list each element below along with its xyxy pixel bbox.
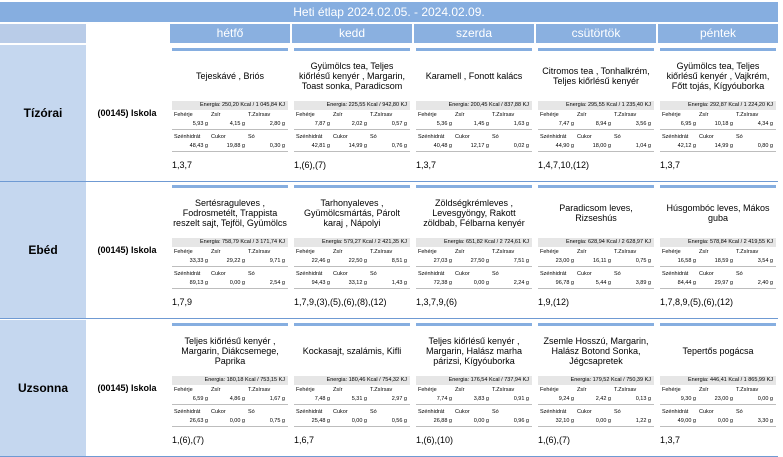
- nutrient-label: Cukor: [211, 134, 226, 140]
- nutrient-label: T.Zsírsav: [370, 112, 393, 118]
- allergen-codes: 1,(6),(7): [172, 435, 288, 446]
- nutrient-label: Szénhidrát: [418, 271, 445, 277]
- nutrient-label: Só: [248, 134, 255, 140]
- meal-name: Uzsonna: [0, 320, 86, 456]
- dish-text: Kockasajt, szalámis, Kifli: [302, 346, 402, 356]
- allergen-codes: 1,7,9,(3),(5),(6),(8),(12): [294, 297, 410, 308]
- nutrient-value: 26,88 g: [433, 418, 452, 424]
- nutrient-value: 32,10 g: [555, 418, 574, 424]
- nutrient-value: 0,00 g: [757, 396, 773, 402]
- nutrient-label: T.Zsírsav: [736, 387, 759, 393]
- nutrient-label: Cukor: [455, 409, 470, 415]
- nutrient-label: Zsír: [699, 249, 709, 255]
- nutrient-label: Fehérje: [174, 387, 193, 393]
- menu-cell: [658, 185, 778, 317]
- allergen-codes: 1,3,7: [172, 160, 288, 171]
- nutrient-label: Zsír: [455, 249, 465, 255]
- nutrient-value: 16,58 g: [677, 258, 696, 264]
- nutrient-value: 16,11 g: [593, 258, 611, 264]
- nutrient-separator: [538, 426, 654, 427]
- nutrient-label: Szénhidrát: [174, 271, 201, 277]
- nutrient-label: Szénhidrát: [540, 271, 567, 277]
- nutrient-label: T.Zsírsav: [248, 387, 271, 393]
- cell-top-bar: [172, 185, 288, 188]
- dish-text: Zsemle Hosszú, Margarin, Halász Botond Sonka, Jégcsapretek: [543, 336, 649, 366]
- nutrient-value: 5,36 g: [436, 121, 452, 127]
- menu-cell: [414, 185, 534, 317]
- nutrient-label: Fehérje: [296, 249, 315, 255]
- cell-top-bar: [416, 323, 532, 326]
- nutrient-value: 42,81 g: [311, 143, 330, 149]
- nutrient-label: Szénhidrát: [174, 134, 201, 140]
- nutrient-separator: [660, 266, 776, 267]
- energy-value: Energia: 578,84 Kcal / 2 419,55 KJ: [660, 238, 776, 247]
- menu-cell: [292, 323, 412, 455]
- nutrient-value: 89,13 g: [189, 280, 208, 286]
- cell-top-bar: [660, 48, 776, 51]
- allergen-codes: 1,4,7,10,(12): [538, 160, 654, 171]
- school-name: (00145) Iskola: [97, 383, 157, 393]
- allergen-codes: 1,3,7: [660, 435, 776, 446]
- dish-text: Gyümölcs tea, Teljes kiőrlésű kenyér , Margarin, Toast sonka, Paradicsom: [298, 61, 406, 91]
- dish-text: Teljes kiőrlésű kenyér , Margarin, Diákcsemege, Paprika: [181, 336, 279, 366]
- cell-top-bar: [172, 323, 288, 326]
- energy-value: Energia: 176,54 Kcal / 737,94 KJ: [416, 376, 532, 385]
- nutrient-value: 8,94 g: [595, 121, 611, 127]
- day-header-monday: hétfő: [170, 24, 290, 43]
- nutrient-label: T.Zsírsav: [614, 112, 637, 118]
- allergen-codes: 1,(6),(7): [294, 160, 410, 171]
- nutrient-label: Zsír: [455, 112, 465, 118]
- meal-name: Tízórai: [0, 45, 86, 181]
- dish-text: Sertésraguleves , Fodrosmetélt, Trappista reszelt sajt, Tejföl, Gyümölcs: [173, 198, 287, 228]
- nutrient-label: T.Zsírsav: [248, 112, 271, 118]
- day-header-tuesday: kedd: [292, 24, 412, 43]
- cell-top-bar: [660, 323, 776, 326]
- energy-value: Energia: 292,87 Kcal / 1 224,20 KJ: [660, 101, 776, 110]
- cell-top-bar: [172, 48, 288, 51]
- nutrient-value: 1,67 g: [269, 396, 285, 402]
- nutrient-label: Szénhidrát: [296, 271, 323, 277]
- nutrient-value: 33,12 g: [348, 280, 367, 286]
- allergen-codes: 1,(6),(7): [538, 435, 654, 446]
- nutrient-label: Szénhidrát: [662, 409, 689, 415]
- nutrient-value: 0,00 g: [351, 418, 367, 424]
- nutrient-label: T.Zsírsav: [492, 249, 515, 255]
- nutrient-value: 4,15 g: [229, 121, 245, 127]
- nutrient-label: Só: [370, 134, 377, 140]
- day-header-thursday: csütörtök: [536, 24, 656, 43]
- allergen-codes: 1,(6),(10): [416, 435, 532, 446]
- energy-value: Energia: 446,41 Kcal / 1 865,99 KJ: [660, 376, 776, 385]
- dish-text: Gyümölcs tea, Teljes kiőrlésű kenyér , Vajkrém, Főtt tojás, Kígyóuborka: [666, 61, 770, 91]
- nutrient-label: Zsír: [211, 112, 221, 118]
- dish-text: Karamell , Fonott kalács: [425, 71, 523, 81]
- nutrient-label: Fehérje: [662, 249, 681, 255]
- nutrient-value: 1,22 g: [635, 418, 651, 424]
- allergen-codes: 1,3,7: [660, 160, 776, 171]
- dish-text: Teljes kiőrlésű kenyér , Margarin, Halász marha párizsi, Kígyóuborka: [425, 336, 523, 366]
- row-divider: [0, 318, 778, 319]
- nutrient-separator: [660, 151, 776, 152]
- nutrient-value: 7,87 g: [314, 121, 330, 127]
- dish-text: Húsgombóc leves, Mákos guba: [666, 203, 770, 223]
- nutrient-value: 27,03 g: [433, 258, 452, 264]
- nutrient-value: 96,78 g: [555, 280, 574, 286]
- nutrient-label: T.Zsírsav: [492, 387, 515, 393]
- nutrient-value: 84,44 g: [677, 280, 696, 286]
- menu-cell: [658, 323, 778, 455]
- nutrient-value: 14,99 g: [348, 143, 367, 149]
- nutrient-value: 22,50 g: [348, 258, 367, 264]
- nutrient-label: Cukor: [577, 134, 592, 140]
- nutrient-label: Só: [492, 409, 499, 415]
- nutrient-separator: [294, 426, 410, 427]
- allergen-codes: 1,6,7: [294, 435, 410, 446]
- nutrient-label: Fehérje: [540, 249, 559, 255]
- nutrient-label: Szénhidrát: [296, 409, 323, 415]
- nutrient-value: 0,00 g: [473, 280, 489, 286]
- nutrient-value: 2,40 g: [757, 280, 773, 286]
- nutrient-value: 1,04 g: [635, 143, 651, 149]
- nutrient-label: Cukor: [577, 409, 592, 415]
- nutrient-value: 5,93 g: [192, 121, 208, 127]
- dish-text: Tejeskávé , Briós: [195, 71, 265, 81]
- menu-cell: [292, 185, 412, 317]
- energy-value: Energia: 179,52 Kcal / 750,39 KJ: [538, 376, 654, 385]
- nutrient-separator: [294, 266, 410, 267]
- menu-cell: [170, 323, 290, 455]
- energy-value: Energia: 180,46 Kcal / 754,32 KJ: [294, 376, 410, 385]
- nutrient-value: 0,00 g: [473, 418, 489, 424]
- cell-top-bar: [538, 185, 654, 188]
- nutrient-label: T.Zsírsav: [736, 112, 759, 118]
- nutrient-separator: [416, 404, 532, 405]
- nutrient-separator: [416, 151, 532, 152]
- nutrient-separator: [416, 426, 532, 427]
- nutrient-value: 2,97 g: [391, 396, 407, 402]
- nutrient-label: Cukor: [455, 134, 470, 140]
- nutrient-label: Fehérje: [662, 112, 681, 118]
- nutrient-value: 3,54 g: [757, 258, 773, 264]
- allergen-codes: 1,7,8,9,(5),(6),(12): [660, 297, 776, 308]
- nutrient-value: 0,00 g: [229, 418, 245, 424]
- nutrient-label: Só: [614, 271, 621, 277]
- school-name: (00145) Iskola: [97, 245, 157, 255]
- day-header-wednesday: szerda: [414, 24, 534, 43]
- nutrient-label: Szénhidrát: [174, 409, 201, 415]
- nutrient-value: 19,88 g: [226, 143, 245, 149]
- nutrient-value: 7,74 g: [436, 396, 452, 402]
- nutrient-value: 0,57 g: [391, 121, 407, 127]
- nutrient-label: Zsír: [577, 249, 587, 255]
- nutrient-label: Fehérje: [418, 387, 437, 393]
- nutrient-label: Só: [248, 409, 255, 415]
- nutrient-label: Szénhidrát: [296, 134, 323, 140]
- nutrient-label: T.Zsírsav: [736, 249, 759, 255]
- nutrient-label: Zsír: [333, 112, 343, 118]
- nutrient-label: Zsír: [455, 387, 465, 393]
- nutrient-separator: [172, 266, 288, 267]
- nutrient-label: Zsír: [211, 249, 221, 255]
- menu-cell: [658, 48, 778, 180]
- nutrient-separator: [660, 129, 776, 130]
- menu-title: Heti étlap 2024.02.05. - 2024.02.09.: [0, 2, 778, 22]
- nutrient-value: 8,51 g: [391, 258, 407, 264]
- energy-value: Energia: 628,94 Kcal / 2 628,97 KJ: [538, 238, 654, 247]
- nutrient-value: 29,22 g: [226, 258, 245, 264]
- nutrient-value: 3,89 g: [635, 280, 651, 286]
- nutrient-label: T.Zsírsav: [492, 112, 515, 118]
- nutrient-value: 7,47 g: [558, 121, 574, 127]
- nutrient-label: Szénhidrát: [540, 134, 567, 140]
- menu-cell: [414, 48, 534, 180]
- nutrient-value: 5,44 g: [595, 280, 611, 286]
- nutrient-value: 1,45 g: [473, 121, 489, 127]
- nutrient-label: Fehérje: [540, 387, 559, 393]
- nutrient-label: T.Zsírsav: [370, 249, 393, 255]
- nutrient-value: 26,63 g: [189, 418, 208, 424]
- nutrient-label: Cukor: [699, 134, 714, 140]
- nutrient-separator: [416, 129, 532, 130]
- nutrient-label: Zsír: [211, 387, 221, 393]
- nutrient-label: Só: [614, 134, 621, 140]
- nutrient-value: 0,80 g: [757, 143, 773, 149]
- nutrient-value: 0,91 g: [513, 396, 529, 402]
- nutrient-value: 0,75 g: [269, 418, 285, 424]
- nutrient-label: Só: [370, 409, 377, 415]
- nutrient-separator: [538, 404, 654, 405]
- nutrient-value: 7,48 g: [314, 396, 330, 402]
- nutrient-value: 23,00 g: [714, 396, 733, 402]
- nutrient-value: 49,00 g: [677, 418, 696, 424]
- allergen-codes: 1,3,7,9,(6): [416, 297, 532, 308]
- nutrient-label: Cukor: [333, 409, 348, 415]
- nutrient-value: 0,00 g: [229, 280, 245, 286]
- nutrient-value: 7,51 g: [513, 258, 529, 264]
- nutrient-label: Fehérje: [540, 112, 559, 118]
- nutrient-separator: [416, 288, 532, 289]
- cell-top-bar: [538, 323, 654, 326]
- allergen-codes: 1,7,9: [172, 297, 288, 308]
- meal-name: Ebéd: [0, 182, 86, 318]
- nutrient-value: 2,02 g: [351, 121, 367, 127]
- energy-value: Energia: 579,27 Kcal / 2 421,35 KJ: [294, 238, 410, 247]
- energy-value: Energia: 250,20 Kcal / 1 045,84 KJ: [172, 101, 288, 110]
- nutrient-label: Szénhidrát: [540, 409, 567, 415]
- nutrient-label: Cukor: [211, 409, 226, 415]
- nutrient-separator: [172, 288, 288, 289]
- energy-value: Energia: 200,45 Kcal / 837,88 KJ: [416, 101, 532, 110]
- nutrient-value: 44,90 g: [555, 143, 574, 149]
- nutrient-label: Fehérje: [174, 112, 193, 118]
- nutrient-separator: [538, 129, 654, 130]
- nutrient-label: Cukor: [699, 271, 714, 277]
- nutrient-value: 18,59 g: [714, 258, 733, 264]
- nutrient-label: Szénhidrát: [662, 271, 689, 277]
- nutrient-separator: [538, 151, 654, 152]
- nutrient-value: 0,00 g: [595, 418, 611, 424]
- menu-cell: [170, 185, 290, 317]
- nutrient-value: 40,48 g: [433, 143, 452, 149]
- nutrient-label: T.Zsírsav: [370, 387, 393, 393]
- nutrient-label: Zsír: [577, 112, 587, 118]
- menu-cell: [536, 323, 656, 455]
- energy-value: Energia: 180,18 Kcal / 753,15 KJ: [172, 376, 288, 385]
- nutrient-value: 9,30 g: [680, 396, 696, 402]
- nutrient-label: Fehérje: [296, 112, 315, 118]
- energy-value: Energia: 651,82 Kcal / 2 724,61 KJ: [416, 238, 532, 247]
- dish-text: Zöldségkrémleves , Levesgyöngy, Rakott zöldbab, Félbarna kenyér: [423, 198, 525, 228]
- nutrient-separator: [294, 151, 410, 152]
- nutrient-value: 27,50 g: [470, 258, 489, 264]
- nutrient-separator: [294, 404, 410, 405]
- nutrient-value: 48,43 g: [189, 143, 208, 149]
- energy-value: Energia: 295,55 Kcal / 1 235,40 KJ: [538, 101, 654, 110]
- nutrient-label: Só: [736, 409, 743, 415]
- nutrient-separator: [660, 426, 776, 427]
- nutrient-separator: [660, 288, 776, 289]
- nutrient-value: 2,24 g: [513, 280, 529, 286]
- nutrient-label: Szénhidrát: [662, 134, 689, 140]
- nutrient-label: Cukor: [333, 271, 348, 277]
- nutrient-label: Cukor: [333, 134, 348, 140]
- allergen-codes: 1,9,(12): [538, 297, 654, 308]
- nutrient-value: 18,00 g: [592, 143, 611, 149]
- nutrient-value: 12,17 g: [470, 143, 489, 149]
- nutrient-value: 4,86 g: [229, 396, 245, 402]
- nutrient-value: 14,99 g: [714, 143, 733, 149]
- nutrient-label: Só: [736, 134, 743, 140]
- nutrient-value: 2,80 g: [269, 121, 285, 127]
- nutrient-value: 29,97 g: [714, 280, 733, 286]
- nutrient-value: 6,95 g: [680, 121, 696, 127]
- cell-top-bar: [294, 323, 410, 326]
- nutrient-label: Zsír: [699, 112, 709, 118]
- dish-text: Tepertős pogácsa: [682, 346, 754, 356]
- nutrient-value: 0,13 g: [635, 396, 651, 402]
- nutrient-value: 0,00 g: [717, 418, 733, 424]
- nutrient-label: T.Zsírsav: [248, 249, 271, 255]
- nutrient-value: 0,75 g: [635, 258, 651, 264]
- nutrient-label: Só: [248, 271, 255, 277]
- nutrient-value: 0,56 g: [391, 418, 407, 424]
- nutrient-label: Cukor: [699, 409, 714, 415]
- cell-top-bar: [416, 185, 532, 188]
- nutrient-value: 3,56 g: [635, 121, 651, 127]
- menu-cell: [170, 48, 290, 180]
- nutrient-value: 33,33 g: [189, 258, 208, 264]
- nutrient-label: Fehérje: [418, 249, 437, 255]
- nutrient-separator: [172, 426, 288, 427]
- nutrient-value: 2,54 g: [269, 280, 285, 286]
- nutrient-value: 1,63 g: [513, 121, 529, 127]
- nutrient-value: 2,42 g: [595, 396, 611, 402]
- cell-top-bar: [294, 48, 410, 51]
- nutrient-value: 1,43 g: [391, 280, 407, 286]
- nutrient-separator: [294, 129, 410, 130]
- nutrient-label: Szénhidrát: [418, 134, 445, 140]
- nutrient-value: 42,12 g: [677, 143, 696, 149]
- nutrient-label: Cukor: [211, 271, 226, 277]
- cell-top-bar: [660, 185, 776, 188]
- nutrient-label: Zsír: [577, 387, 587, 393]
- allergen-codes: 1,3,7: [416, 160, 532, 171]
- cell-top-bar: [538, 48, 654, 51]
- nutrient-value: 0,30 g: [269, 143, 285, 149]
- nutrient-label: Zsír: [333, 387, 343, 393]
- nutrient-label: Cukor: [577, 271, 592, 277]
- nutrient-value: 10,18 g: [714, 121, 733, 127]
- nutrient-value: 9,71 g: [269, 258, 285, 264]
- nutrient-label: Só: [492, 271, 499, 277]
- nutrient-label: Szénhidrát: [418, 409, 445, 415]
- nutrient-value: 25,48 g: [311, 418, 330, 424]
- nutrient-value: 0,96 g: [513, 418, 529, 424]
- nutrient-separator: [660, 404, 776, 405]
- nutrient-label: Só: [736, 271, 743, 277]
- nutrient-separator: [172, 404, 288, 405]
- nutrient-separator: [538, 266, 654, 267]
- nutrient-label: Fehérje: [296, 387, 315, 393]
- nutrient-label: Cukor: [455, 271, 470, 277]
- dish-text: Citromos tea , Tonhalkrém, Teljes kiőrlésű kenyér: [542, 66, 650, 86]
- nutrient-value: 23,00 g: [555, 258, 574, 264]
- energy-value: Energia: 758,79 Kcal / 3 171,74 KJ: [172, 238, 288, 247]
- nutrient-separator: [172, 151, 288, 152]
- nutrient-value: 94,43 g: [311, 280, 330, 286]
- energy-value: Energia: 225,55 Kcal / 942,80 KJ: [294, 101, 410, 110]
- nutrient-separator: [172, 129, 288, 130]
- nutrient-label: Fehérje: [662, 387, 681, 393]
- nutrient-label: Fehérje: [418, 112, 437, 118]
- nutrient-label: Só: [614, 409, 621, 415]
- nutrient-value: 0,02 g: [513, 143, 529, 149]
- nutrient-label: Zsír: [333, 249, 343, 255]
- nutrient-label: Zsír: [699, 387, 709, 393]
- cell-top-bar: [294, 185, 410, 188]
- school-name: (00145) Iskola: [97, 108, 157, 118]
- nutrient-separator: [294, 288, 410, 289]
- nutrient-label: Só: [492, 134, 499, 140]
- menu-cell: [536, 48, 656, 180]
- nutrient-value: 6,59 g: [192, 396, 208, 402]
- nutrient-separator: [416, 266, 532, 267]
- nutrient-value: 4,34 g: [757, 121, 773, 127]
- dish-text: Paradicsom leves, Rizseshús: [559, 203, 633, 223]
- nutrient-value: 22,46 g: [311, 258, 330, 264]
- nutrient-separator: [538, 288, 654, 289]
- nutrient-value: 5,31 g: [351, 396, 367, 402]
- nutrient-value: 3,83 g: [473, 396, 489, 402]
- nutrient-label: T.Zsírsav: [614, 387, 637, 393]
- menu-cell: [292, 48, 412, 180]
- nutrient-value: 0,76 g: [391, 143, 407, 149]
- dish-text: Tarhonyaleves , Gyümölcsmártás, Párolt karaj , Nápolyi: [303, 198, 401, 228]
- nutrient-label: T.Zsírsav: [614, 249, 637, 255]
- header-blank-cell: [0, 24, 86, 43]
- nutrient-label: Só: [370, 271, 377, 277]
- day-header-friday: péntek: [658, 24, 778, 43]
- cell-top-bar: [416, 48, 532, 51]
- menu-cell: [536, 185, 656, 317]
- nutrient-label: Fehérje: [174, 249, 193, 255]
- nutrient-value: 9,24 g: [558, 396, 574, 402]
- nutrient-value: 3,30 g: [757, 418, 773, 424]
- nutrient-value: 72,38 g: [433, 280, 452, 286]
- menu-cell: [414, 323, 534, 455]
